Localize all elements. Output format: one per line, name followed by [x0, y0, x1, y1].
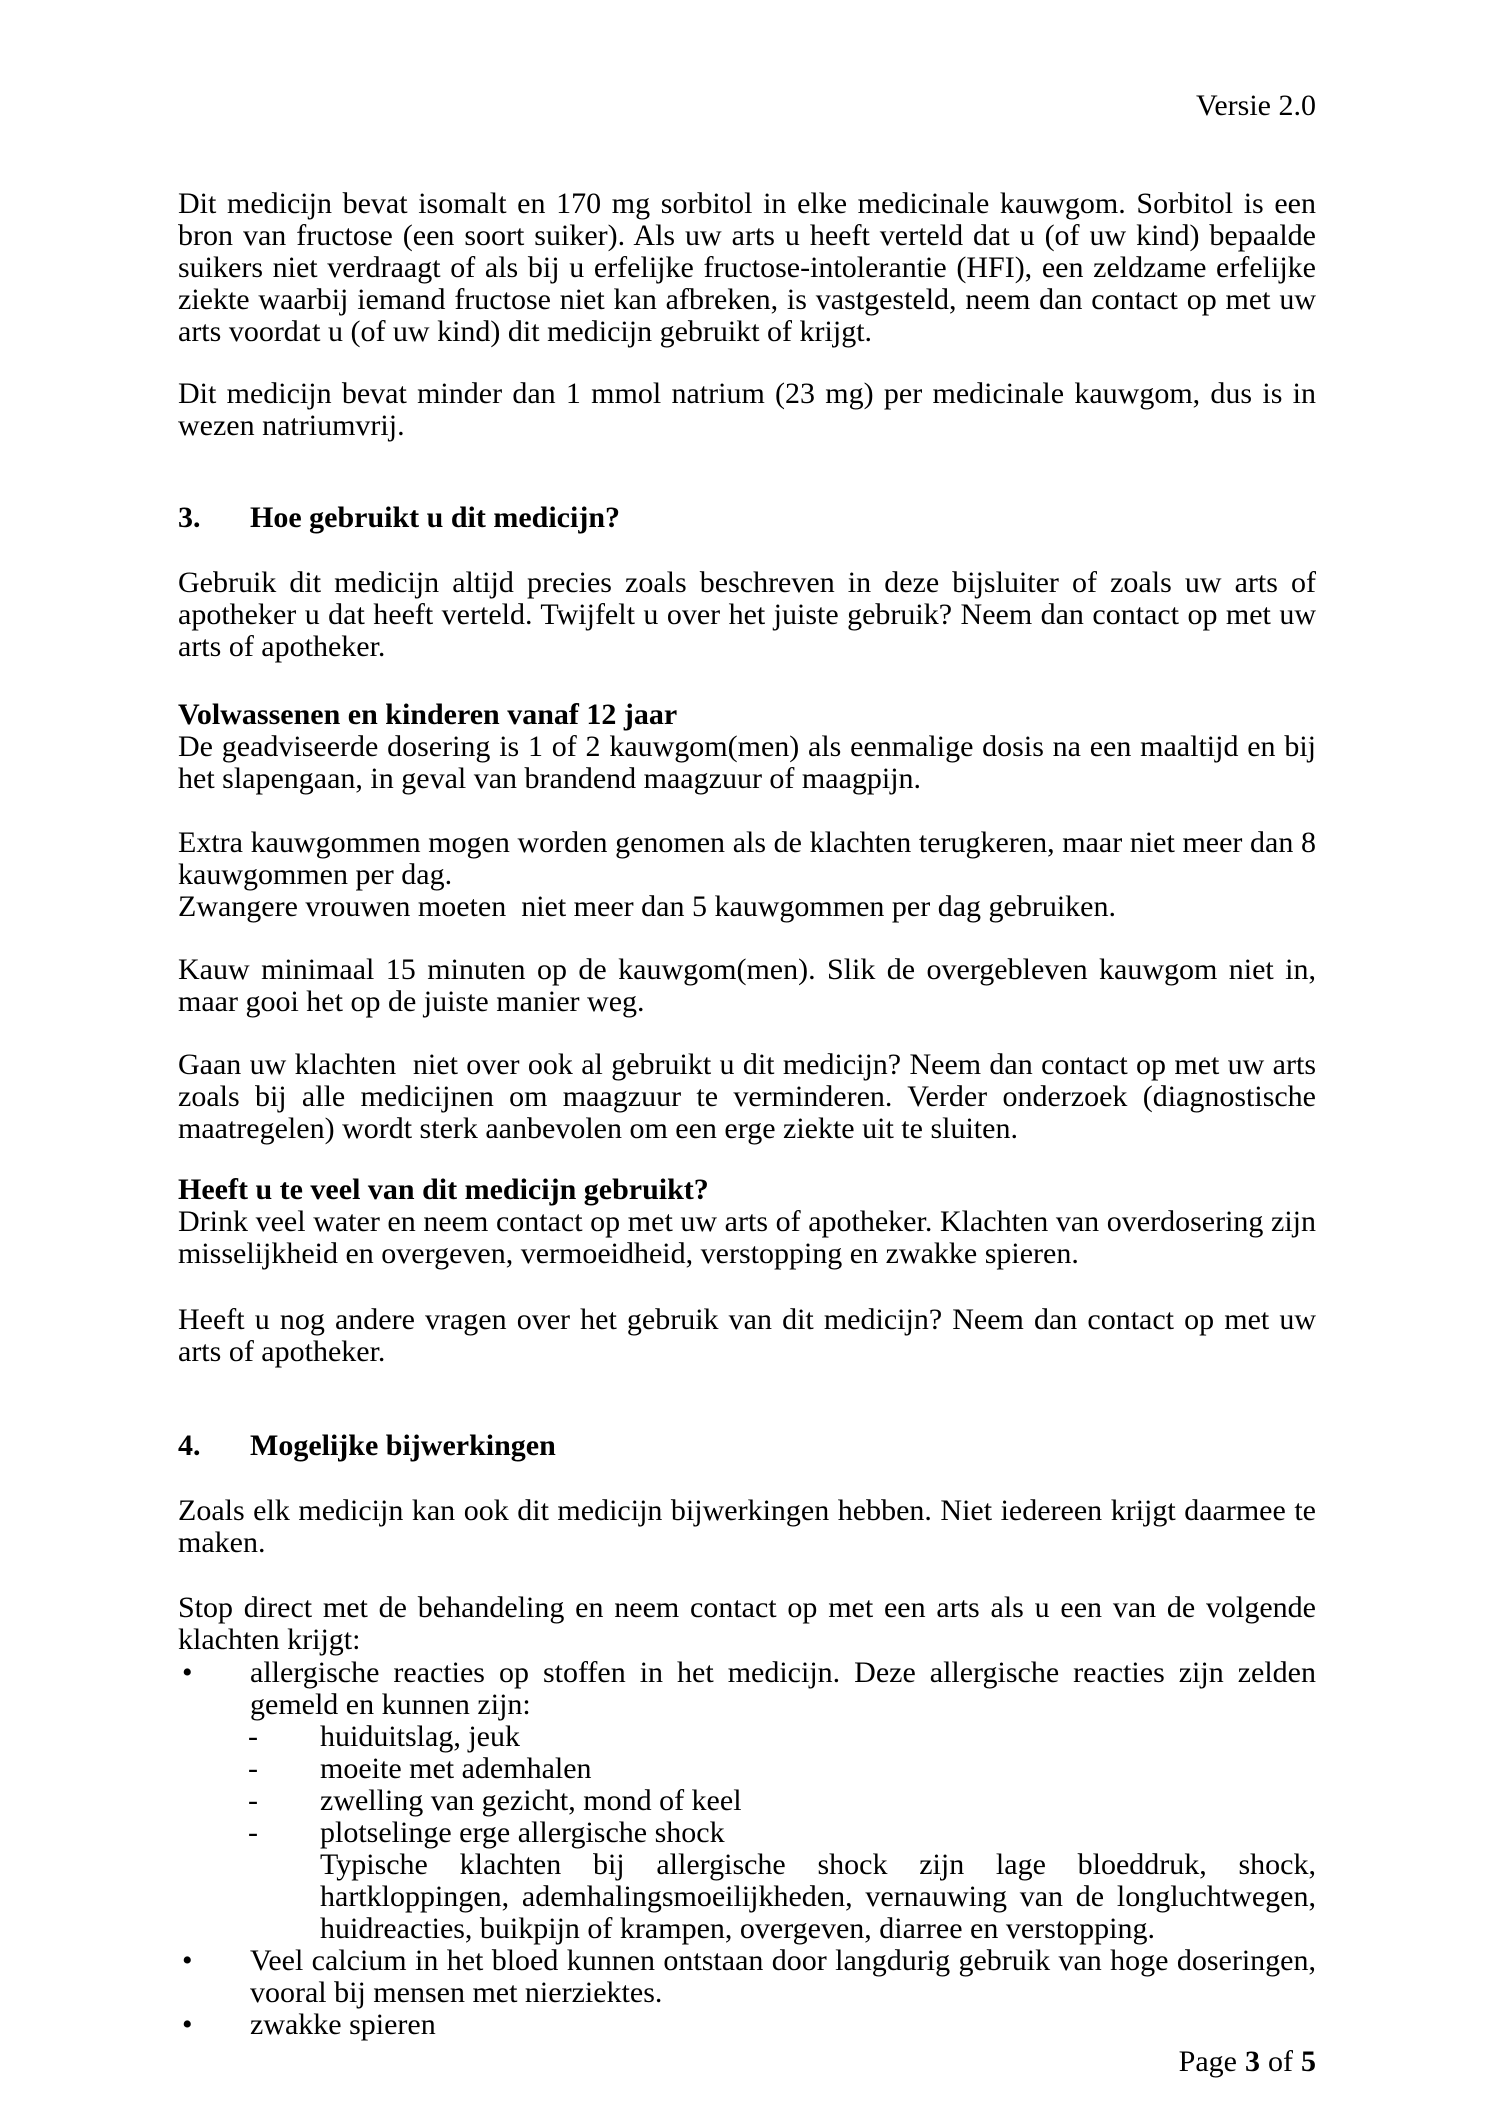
block-adults-dosage: [178, 699, 1316, 795]
paragraph-extra-gums: Extra kauwgommen mogen worden genomen als de klachten terugkeren, maar niet meer dan 8 kauwgommen per dag.: [178, 826, 1316, 891]
bullet-marker: •: [182, 2008, 193, 2041]
bullet-marker: •: [182, 1656, 193, 1689]
section-4-number: 4.: [178, 1429, 201, 1462]
dash-marker: -: [248, 1816, 258, 1849]
paragraph-overdose-advice: Drink veel water en neem contact op met uw arts of apotheker. Klachten van overdosering zijn misselijkheid en overgeven, vermoeidheid, verstopping en zwakke spieren.: [178, 1205, 1316, 1270]
paragraph-sodium-content: Dit medicijn bevat minder dan 1 mmol natrium (23 mg) per medicinale kauwgom, dus is in wezen natriumvrij.: [178, 377, 1316, 442]
paragraph-sorbitol-warning: Dit medicijn bevat isomalt en 170 mg sorbitol in elke medicinale kauwgom. Sorbitol is een bron van fructose (een soort suiker). Als uw arts u heeft verteld dat u (of uw kind) bepaalde suikers niet verdraagt of als bij u erfelijke fructose-intolerantie (HFI), een zeldzame erfelijke ziekte waarbij iemand fructose niet kan afbreken, is vastgesteld, neem dan contact op met uw arts voordat u (of uw kind) dit medicijn gebruikt of krijgt.: [178, 187, 1316, 348]
sublist-item-text: plotselinge erge allergische shock: [320, 1816, 725, 1849]
paragraph-dosage: De geadviseerde dosering is 1 of 2 kauwgom(men) als eenmalige dosis na een maaltijd en bij het slapengaan, in geval van brandend maagzuur of maagpijn.: [178, 730, 1316, 795]
sublist-item-breathing: [178, 1753, 1316, 1785]
dash-marker: -: [248, 1720, 258, 1753]
section-4-title: Mogelijke bijwerkingen: [250, 1429, 556, 1462]
paragraph-typical-shock-symptoms: Typische klachten bij allergische shock zijn lage bloeddruk, shock, hartkloppingen, ademhalingsmoeilijkheden, vernauwing van de longluchtwegen, huidreacties, buikpijn of krampen, overgeven, diarree en verstopping.: [320, 1848, 1316, 1945]
block-overdose: [178, 1174, 1316, 1270]
section-3-number: 3.: [178, 501, 201, 534]
paragraph-symptoms-persist: Gaan uw klachten niet over ook al gebruikt u dit medicijn? Neem dan contact op met uw arts zoals bij alle medicijnen om maagzuur te verminderen. Verder onderzoek (diagnostische maatregelen) wordt sterk aanbevolen om een erge ziekte uit te sluiten.: [178, 1048, 1324, 1145]
subheading-overdose: Heeft u te veel van dit medicijn gebruikt?: [178, 1173, 709, 1206]
paragraph-stop-treatment: Stop direct met de behandeling en neem contact op met een arts als u een van de volgende klachten krijgt:: [178, 1591, 1316, 1656]
page-content: [0, 90, 1494, 2041]
sublist-item-text: moeite met ademhalen: [320, 1752, 592, 1785]
dash-marker: -: [248, 1752, 258, 1785]
sublist-item-text: huiduitslag, jeuk: [320, 1720, 520, 1753]
sublist-item-swelling: [178, 1785, 1316, 1817]
sublist-item-rash: [178, 1721, 1316, 1753]
sublist-item-text: zwelling van gezicht, mond of keel: [320, 1784, 742, 1817]
subheading-adults-children: Volwassenen en kinderen vanaf 12 jaar: [178, 698, 678, 731]
page-label: Page: [1178, 2045, 1237, 2078]
bullet-marker: •: [182, 1944, 193, 1977]
sublist-item-shock: [178, 1817, 1316, 1849]
current-page-number: 3: [1245, 2045, 1260, 2078]
list-item-text: allergische reacties op stoffen in het medicijn. Deze allergische reacties zijn zelden gemeld en kunnen zijn:: [250, 1656, 1316, 1721]
version-label: Versie 2.0: [1196, 89, 1316, 122]
total-page-number: 5: [1301, 2045, 1316, 2078]
list-item-text: Veel calcium in het bloed kunnen ontstaan door langdurig gebruik van hoge doseringen, vooral bij mensen met nierziektes.: [250, 1944, 1316, 2009]
section-4-heading: [178, 1430, 1316, 1462]
list-item-text: zwakke spieren: [250, 2008, 436, 2041]
page-number-indicator: [1179, 2046, 1316, 2078]
section-3-heading: [178, 502, 1316, 534]
paragraph-pregnant-women: Zwangere vrouwen moeten niet meer dan 5 kauwgommen per dag gebruiken.: [178, 890, 1116, 923]
paragraph-more-questions: Heeft u nog andere vragen over het gebruik van dit medicijn? Neem dan contact op met uw arts of apotheker.: [178, 1303, 1316, 1368]
of-label: of: [1268, 2045, 1293, 2078]
paragraph-side-effects-intro: Zoals elk medicijn kan ook dit medicijn bijwerkingen hebben. Niet iedereen krijgt daarmee te maken.: [178, 1494, 1316, 1559]
list-item-allergic-reactions: [178, 1657, 1316, 1721]
dash-marker: -: [248, 1784, 258, 1817]
paragraph-usage-intro: Gebruik dit medicijn altijd precies zoals beschreven in deze bijsluiter of zoals uw arts of apotheker u dat heeft verteld. Twijfelt u over het juiste gebruik? Neem dan contact op met uw arts of apotheker.: [178, 566, 1316, 663]
section-3-title: Hoe gebruikt u dit medicijn?: [250, 501, 621, 534]
list-item-weak-muscles: [178, 2009, 1316, 2041]
paragraph-chew-duration: Kauw minimaal 15 minuten op de kauwgom(men). Slik de overgebleven kauwgom niet in, maar gooi het op de juiste manier weg.: [178, 953, 1316, 1018]
list-item-calcium: [178, 1945, 1316, 2009]
